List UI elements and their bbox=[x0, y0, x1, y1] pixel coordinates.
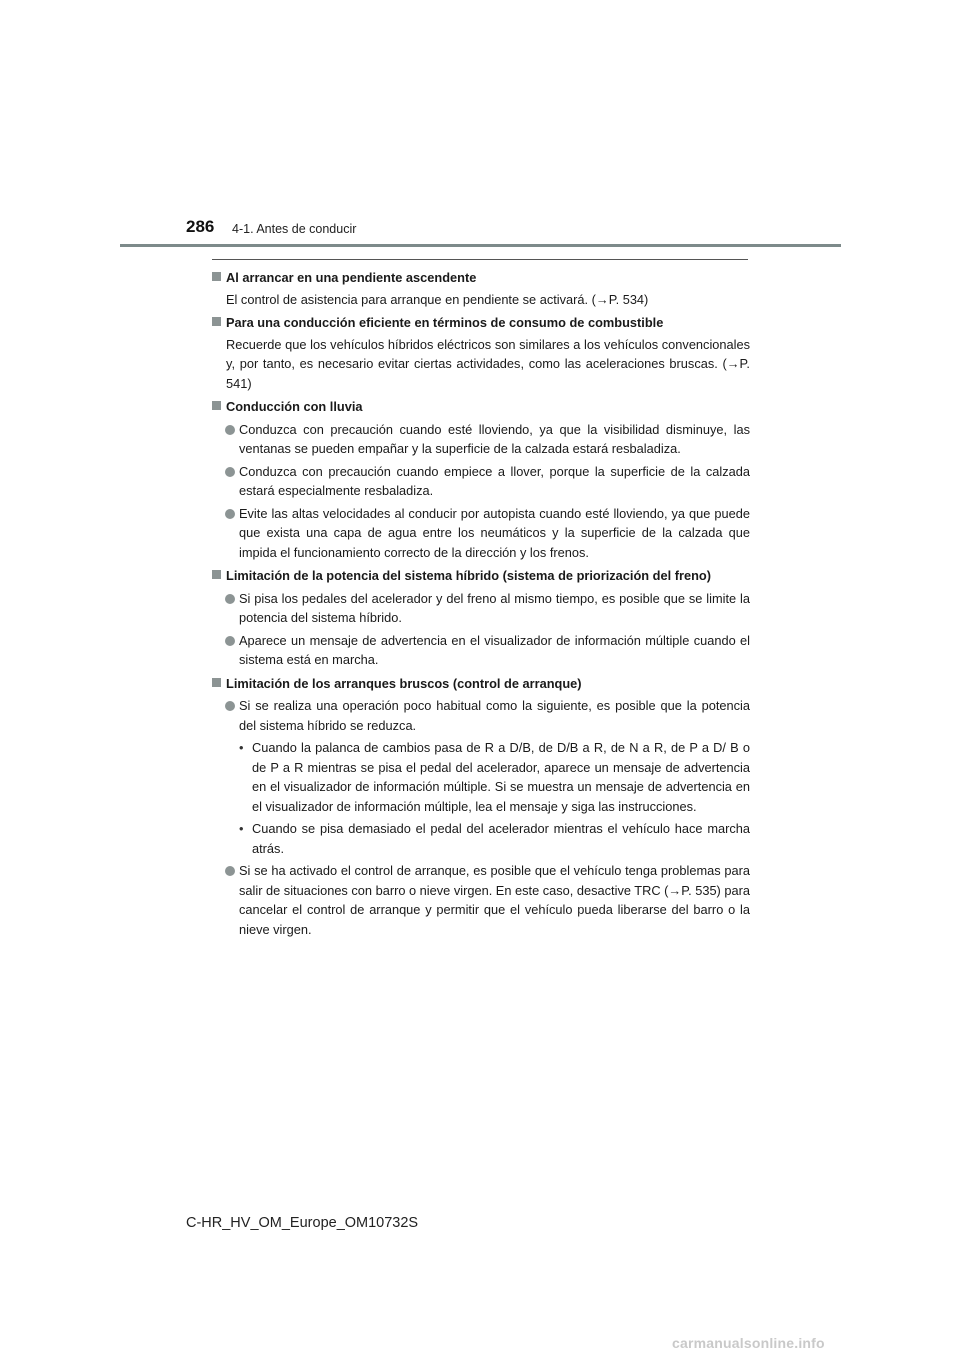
sub-list-item: • Cuando la palanca de cambios pasa de R a D/B, de D/B a R, de N a R, de P a D/ B o de P a R mientras se pisa el pedal del acelerador, aparece un mensaje de advertencia en el visualizador de información múltiple. Si se muestra un mensaje de advertencia en el visualizador de información múltiple, lea el mensaje y siga las instrucciones. bbox=[239, 740, 750, 814]
header-rule bbox=[120, 244, 841, 247]
heading-start-control: Limitación de los arranques bruscos (control de arranque) bbox=[212, 674, 750, 694]
list-item: Conduzca con precaución cuando empiece a llover, porque la superficie de la calzada estará especialmente resbaladiza. bbox=[212, 462, 750, 501]
paragraph: Recuerde que los vehículos híbridos eléctricos son similares a los vehículos convencionales y, por tanto, es necesario evitar ciertas actividades, como las aceleraciones bruscas. (→P. 541) bbox=[226, 336, 750, 391]
heading-efficient-driving: Para una conducción eficiente en términos de consumo de combustible bbox=[212, 313, 750, 333]
list-item: Si pisa los pedales del acelerador y del freno al mismo tiempo, es posible que se limite la potencia del sistema híbrido. bbox=[212, 589, 750, 628]
circle-bullet-icon bbox=[225, 509, 235, 519]
section-title: 4-1. Antes de conducir bbox=[232, 222, 357, 236]
watermark: carmanualsonline.info bbox=[672, 1335, 825, 1351]
list-item: Aparece un mensaje de advertencia en el visualizador de información múltiple cuando el sistema está en marcha. bbox=[212, 631, 750, 670]
list-item: Conduzca con precaución cuando esté lloviendo, ya que la visibilidad disminuye, las ventanas se pueden empañar y la superficie de la calzada estará resbaladiza. bbox=[212, 420, 750, 459]
list-item: Evite las altas velocidades al conducir por autopista cuando esté lloviendo, ya que puede que exista una capa de agua entre los neumáticos y la superficie de la calzada que impida el funcionamiento correcto de la dirección y los frenos. bbox=[212, 504, 750, 563]
heading-rain-driving: Conducción con lluvia bbox=[212, 397, 750, 417]
paragraph: El control de asistencia para arranque en pendiente se activará. (→P. 534) bbox=[226, 291, 649, 307]
list-item: Si se ha activado el control de arranque, es posible que el vehículo tenga problemas para salir de situaciones con barro o nieve virgen. En este caso, desactive TRC (→P. 535) para cancelar el control de arranque y permitir que el vehículo pueda liberarse del barro o la nieve virgen. bbox=[212, 861, 750, 939]
heading-uphill-start: Al arrancar en una pendiente ascendente bbox=[212, 268, 750, 288]
circle-bullet-icon bbox=[225, 594, 235, 604]
page-content bbox=[212, 268, 750, 939]
circle-bullet-icon bbox=[225, 866, 235, 876]
circle-bullet-icon bbox=[225, 467, 235, 477]
sub-list-item: • Cuando se pisa demasiado el pedal del acelerador mientras el vehículo hace marcha atrás. bbox=[239, 821, 750, 856]
circle-bullet-icon bbox=[225, 425, 235, 435]
footer-document-code: C-HR_HV_OM_Europe_OM10732S bbox=[186, 1215, 419, 1231]
list-item: Si se realiza una operación poco habitual como la siguiente, es posible que la potencia del sistema híbrido se reduzca. bbox=[212, 696, 750, 735]
square-bullet-icon bbox=[212, 401, 221, 410]
content-top-rule bbox=[212, 259, 748, 260]
heading-hybrid-power-limit: Limitación de la potencia del sistema híbrido (sistema de priorización del freno) bbox=[212, 566, 750, 586]
square-bullet-icon bbox=[212, 570, 221, 579]
sub-bullet-mark: • bbox=[239, 821, 244, 836]
square-bullet-icon bbox=[212, 272, 221, 281]
sub-bullet-mark: • bbox=[239, 740, 244, 755]
square-bullet-icon bbox=[212, 317, 221, 326]
circle-bullet-icon bbox=[225, 636, 235, 646]
page-number: 286 bbox=[186, 217, 215, 236]
square-bullet-icon bbox=[212, 678, 221, 687]
circle-bullet-icon bbox=[225, 701, 235, 711]
